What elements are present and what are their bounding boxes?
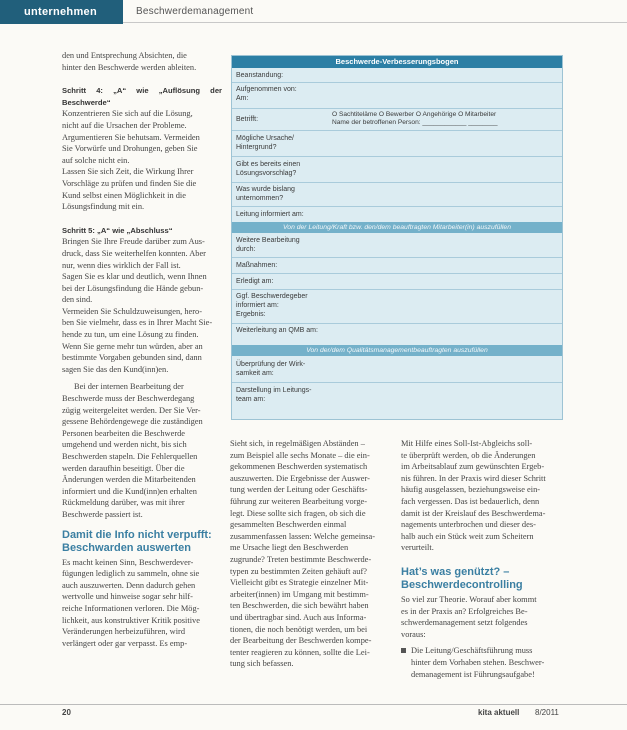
text-line: Beschwerden stapeln. Die Fehlerquellen: [62, 452, 198, 461]
text-line: bei der Lösungsfindung die Hände gebun-: [62, 283, 204, 293]
text-line: Rückmeldung darüber, was mit ihrer: [62, 498, 185, 508]
text-line: Kund selbst einen Möglichkeit in die: [62, 190, 186, 200]
text-line: me Ursache liegt den Beschwerden: [230, 543, 349, 553]
text-line: den und Entsprechung Absichten, die: [62, 51, 187, 60]
form-row: [232, 130, 562, 157]
form-label: Weiterleitung an QMB am:: [236, 327, 318, 334]
evaluation-text: [62, 557, 222, 650]
text-line: Vielleicht gibt es Strategie einzelner Mit-: [230, 578, 369, 588]
text-line: Änderungen werden die Mitarbeitenden: [62, 475, 196, 485]
text-line: hinter dem Vorhaben stehen. Beschwer-: [411, 657, 545, 667]
text-line: hinter den Beschwerde werden ableiten.: [62, 62, 197, 72]
text-line: legt. Diese sollte sich fragen, ob sich die: [230, 508, 366, 518]
form-label: Gibt es bereits einen Lösungsvorschlag?: [236, 161, 301, 177]
text-line: sagen Sie das den Kund(inn)en.: [62, 364, 169, 374]
text-line: Konzentrieren Sie sich auf die Lösung,: [62, 109, 193, 119]
form-row: [232, 289, 562, 324]
step5-text: [62, 236, 222, 375]
section-heading: [62, 529, 222, 555]
text-line: gesammelten Beschwerden einmal: [230, 520, 347, 530]
form-label: Beanstandung:: [236, 72, 284, 79]
form-row: [232, 206, 562, 223]
text-line: typen zu bestimmten Zeiten gehäuft auf?: [230, 566, 367, 576]
text-line: wertvolle und hinweise sogar sehr hilf-: [62, 592, 193, 602]
intro-text: [62, 50, 222, 73]
form-label: Erledigt am:: [236, 278, 274, 285]
section-title: Beschwerdemanagement: [136, 6, 254, 17]
form-row: [232, 82, 562, 109]
text-line: Sie Vorwürfe und Drohungen, geben Sie: [62, 144, 198, 154]
text-line: Sagen Sie es klar und deutlich, wenn Ihnen: [62, 272, 207, 282]
affected-options: O Sachtiteläme O Bewerber O Angehörige O Mitarbeiter: [332, 111, 497, 118]
heading-line: Beschwerdecontrolling: [401, 578, 523, 591]
middle-column: [230, 438, 397, 670]
text-line: gessene Behördengewege die zuständigen: [62, 417, 203, 427]
bullet-icon: [401, 648, 406, 653]
text-line: Bringen Sie Ihre Freude darüber zum Aus-: [62, 237, 205, 247]
text-line: auf solche nicht ein.: [62, 155, 130, 165]
text-line: voraus:: [401, 629, 426, 639]
text-line: verlängert oder gar verpasst. Es emp-: [62, 638, 188, 648]
text-line: gekommenen Beschwerden systematisch: [230, 462, 368, 472]
text-line: Beschwerde muss der Beschwerdegang: [62, 394, 195, 404]
issue-number: 8/2011: [535, 708, 559, 717]
text-line: Argumentieren Sie behutsam. Vermeiden: [62, 132, 200, 142]
text-line: Vorschläge zu prüfen und finden Sie die: [62, 178, 197, 188]
step5-title: Schritt 5: „A“ wie „Abschluss“: [62, 225, 173, 235]
text-line: tung werden der Leitung oder Geschäfts-: [230, 485, 368, 495]
text-line: halb auch ein Stück weit zum Scheitern: [401, 531, 534, 541]
step4-text: [62, 108, 222, 212]
text-line: fügungen lediglich zu sammeln, ohne sie: [62, 569, 200, 579]
form-title: Beschwerde-Verbesserungsbogen: [232, 56, 562, 68]
section-band-leitung: Von der Leitung/Kraft bzw. den/dem beauftragten Mitarbeiter(in) auszufüllen: [232, 222, 562, 233]
text-line: Bei der internen Bearbeitung der: [74, 382, 184, 392]
text-line: zusammenfassen lassen: Welche gemeinsa-: [230, 531, 375, 541]
form-label: Ggf. Beschwerdegeber informiert am: Ergebnis:: [236, 293, 308, 318]
text-line: Mit Hilfe eines Soll-Ist-Abgleichs soll-: [401, 439, 533, 448]
complaint-form: [231, 55, 563, 420]
text-line: informiert und die Kund(inn)en erhalten: [62, 486, 197, 496]
heading-line: Hat’s was genützt? –: [401, 565, 510, 578]
text-line: arbeiter(innen) im Umgang mit bestimm-: [230, 589, 369, 599]
text-line: damit ist der Kreislauf des Beschwerdema-: [401, 508, 546, 518]
text-line: reiche Informationen verloren. Die Mög-: [62, 603, 200, 613]
form-label: Darstellung im Leitungs-team am:: [236, 387, 312, 403]
text-line: Vermeiden Sie Schuldzuweisungen, hero-: [62, 306, 203, 316]
form-label: Überprüfung der Wirk-samkeit am:: [236, 361, 306, 377]
form-row: [232, 257, 562, 274]
text-line: Veränderungen herbeizuführen, wird: [62, 627, 186, 637]
text-line: zugrunde? Treten bestimmte Beschwerde-: [230, 554, 372, 564]
text-line: tionen, die noch benötigt werden, um bei: [230, 624, 368, 634]
text-line: hende zu tun, um eine Lösung zu finden.: [62, 330, 199, 340]
text-line: der Bearbeitung der Beschwerden kompe-: [230, 636, 372, 646]
form-label: Aufgenommen von: Am:: [236, 86, 297, 102]
page-number: 20: [62, 708, 71, 717]
form-label: Betrifft:: [236, 116, 259, 123]
text-line: te überprüft werden, ob die Änderungen: [401, 450, 536, 460]
form-row: [232, 356, 562, 383]
form-row: [232, 156, 562, 183]
text-line: auszuwerten. Die Ergebnisse der Auswer-: [230, 473, 370, 483]
text-line: ten Beschwerden, die sich bewährt haben: [230, 601, 369, 611]
left-column: [62, 50, 222, 649]
form-label: Maßnahmen:: [236, 262, 278, 269]
bullet-item: [401, 645, 567, 680]
text-line: schwerdemanagement setzt folgendes: [401, 618, 528, 628]
text-line: auch auszuwerten. Denn dadurch gehen: [62, 580, 196, 590]
text-line: es in der Praxis an? Erfolgreiches Be-: [401, 606, 528, 616]
text-line: bestimmte Vorgaben gebunden sind, dann: [62, 353, 202, 363]
section-heading: [401, 566, 567, 592]
text-line: nur, wenn dies wirklich der Fall ist.: [62, 260, 181, 270]
text-line: Lassen Sie sich Zeit, die Wirkung Ihrer: [62, 167, 194, 177]
text-line: zum Beispiel alle sechs Monate – die ein-: [230, 450, 370, 460]
form-row: [232, 182, 562, 207]
footer-rule: [0, 704, 627, 705]
text-line: druck, dass Sie weiterhelfen konnten. Aber: [62, 248, 206, 258]
affected-person-field: Name der betroffenen Person: ____________ ________: [332, 119, 498, 126]
right-column: [401, 438, 567, 680]
form-label: Weitere Bearbeitung durch:: [236, 237, 300, 253]
text-line: lichkeit, aus konstruktiver Kritik positive: [62, 615, 200, 625]
text-line: tenter reagieren zu können, sollte die Lei-: [230, 647, 370, 657]
text-line: zügig weitergeleitet werden. Der Sie Ver-: [62, 405, 201, 415]
form-label: Was wurde bislang unternommen?: [236, 186, 295, 202]
text-line: im Arbeitsablauf zum gewünschten Ergeb-: [401, 462, 545, 472]
text-line: und übertragbar sind. Auch aus Informa-: [230, 612, 367, 622]
form-row: [232, 273, 562, 290]
text-line: Beschwerde passiert ist.: [62, 509, 143, 519]
text-line: fach vergessen. Das ist bedauerlich, denn: [401, 496, 540, 506]
form-row: [232, 382, 562, 419]
step4-title: Schritt 4: „A“ wie „Auflösung der Beschwerde“: [62, 86, 222, 107]
text-line: führung zur weiteren Bearbeitung vorge-: [230, 496, 368, 506]
text-line: umgehend und werden nicht, bis sich: [62, 440, 187, 450]
form-label: Mögliche Ursache/ Hintergrund?: [236, 135, 294, 151]
text-line: Die Leitung/Geschäftsführung muss: [411, 646, 533, 656]
form-label: Leitung informiert am:: [236, 211, 304, 218]
text-line: So viel zur Theorie. Worauf aber kommt: [401, 594, 537, 604]
text-line: Lösungsfindung mit ein.: [62, 202, 145, 212]
text-line: werden daraufhin beseitigt. Über die: [62, 463, 185, 473]
text-line: verurteilt.: [401, 543, 434, 553]
magazine-name: kita aktuell: [478, 708, 520, 717]
text-line: Sieht sich, in regelmäßigen Abständen –: [230, 439, 365, 448]
internal-processing-text: [62, 381, 222, 520]
text-line: häufig ausgelassen, beziehungsweise ein-: [401, 485, 541, 495]
text-line: demanagement ist Führungsaufgabe!: [411, 669, 535, 679]
heading-line: Beschwarden auswerten: [62, 541, 191, 554]
text-line: Wenn Sie gerne mehr tun würden, aber an: [62, 341, 203, 351]
text-line: nagements unterbrochen und dieser des-: [401, 520, 536, 530]
text-line: nis führen. In der Praxis wird dieser Schritt: [401, 473, 546, 483]
text-line: ben Sie vielmehr, dass es in Ihrer Macht Sie-: [62, 318, 213, 328]
form-row: [232, 108, 562, 131]
form-row: [232, 323, 562, 346]
text-line: tung sich befassen.: [230, 659, 294, 669]
text-line: Es macht keinen Sinn, Beschwerdever-: [62, 557, 194, 567]
text-line: nicht auf die Ursachen der Probleme.: [62, 120, 187, 130]
text-line: Personen bearbeiten die Beschwerde: [62, 428, 186, 438]
heading-line: Damit die Info nicht verpufft:: [62, 528, 212, 541]
text-line: den sind.: [62, 295, 93, 305]
form-row: [232, 233, 562, 258]
header-rule: [123, 22, 627, 23]
section-band-qmb: Von der/dem Qualitätsmanagementbeauftragten auszufüllen: [232, 345, 562, 356]
form-row: [232, 68, 562, 83]
brand-label: unternehmen: [0, 0, 123, 24]
